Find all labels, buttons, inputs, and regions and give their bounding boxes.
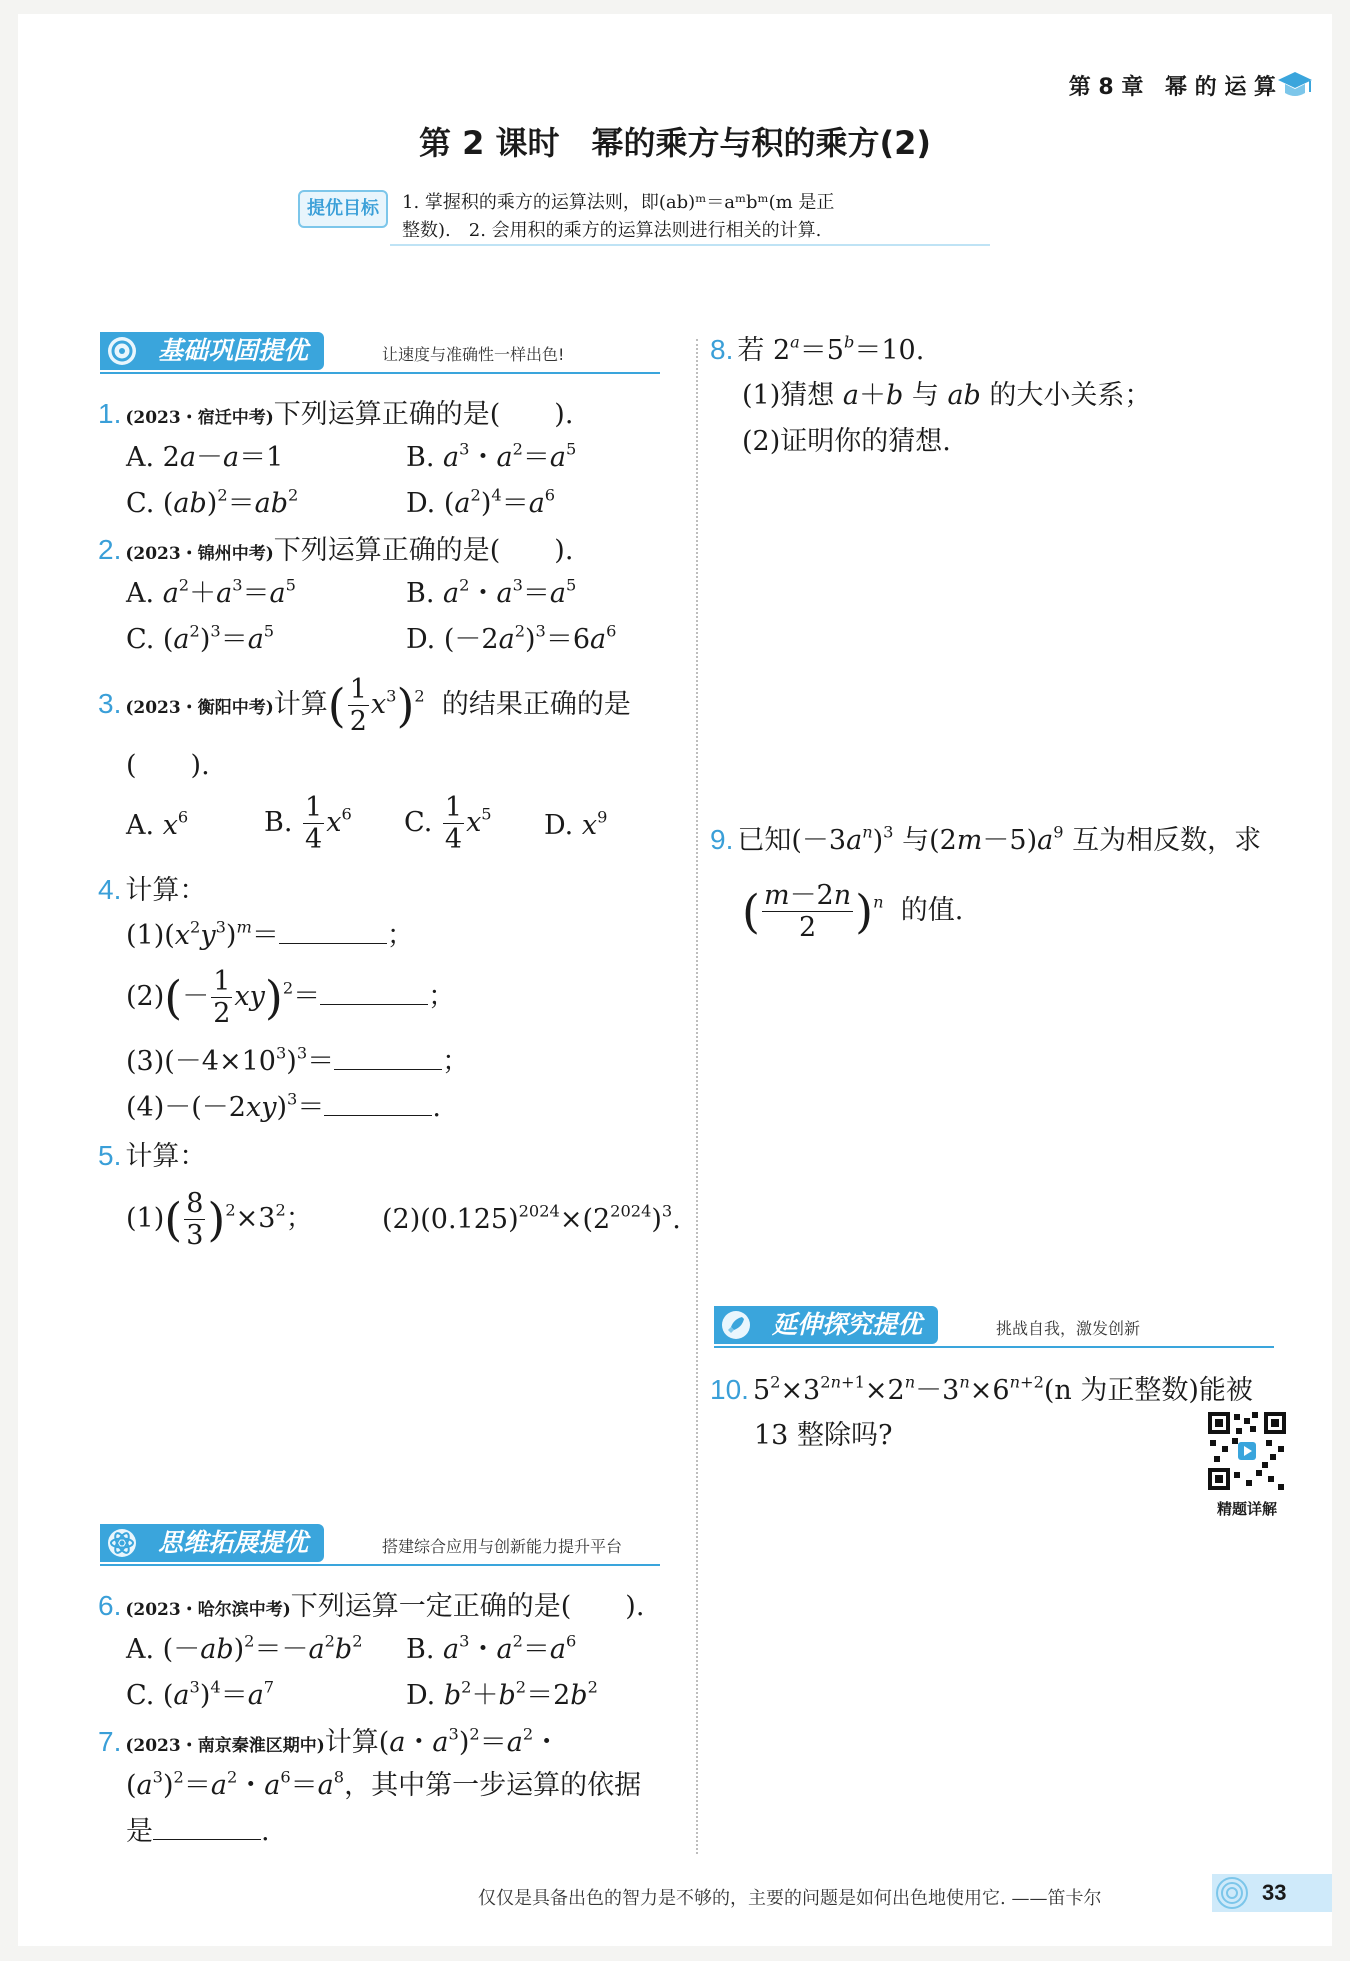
question-stem: 计算： (125, 875, 207, 906)
qr-label: 精题详解 (1216, 1500, 1277, 1518)
question-source: (2023・哈尔滨中考) (125, 1600, 291, 1620)
q4-part-1: $(1)(x^2y^3)^m=$ ； (126, 917, 414, 951)
q2-option-c: C. $(a^2)^3=a^5$ (126, 621, 275, 655)
question-number: 3. (98, 688, 122, 719)
question-number: 1. (98, 398, 122, 429)
section-thinking-subtitle: 搭建综合应用与创新能力提升平台 (382, 1537, 623, 1556)
page-number-tab (1212, 1874, 1332, 1912)
question-number: 2. (98, 534, 122, 565)
question-stem: 计算 (324, 1727, 379, 1758)
chapter-topic: 幂 的 运 算 (1165, 75, 1276, 100)
q3-option-b: B. $\frac{1}{4}$ $x^6$ (264, 792, 352, 855)
q3-option-d: D. $x^9$ (544, 807, 608, 841)
workbook-page (18, 14, 1332, 1946)
section-extend-header (714, 1304, 1274, 1350)
q3-paren: ( ). (126, 750, 210, 781)
q6-option-a: A. $(-ab)^2=-a^2b^2$ (126, 1631, 363, 1665)
q5-part-2: $(2)(0.125)^{2024}\times(2^{2024})^3$. (382, 1201, 681, 1235)
q4-part-2: (2)(－ $\frac{1}{2}$ xy)$^2$＝ ； (126, 966, 456, 1029)
question-stem: 下列运算正确的是( ). (273, 399, 574, 430)
question-source: (2023・南京秦淮区期中) (125, 1736, 325, 1756)
graduation-cap-icon (1276, 66, 1314, 104)
atom-icon (106, 1527, 138, 1559)
question-5 (98, 1138, 206, 1175)
question-8: 8. 若 $2^a=5^b=10$. (710, 332, 925, 366)
question-2 (98, 532, 573, 572)
q7-line-3: 是 . (126, 1816, 270, 1847)
question-number: 7. (98, 1726, 122, 1757)
question-1 (98, 396, 573, 436)
spiral-icon (1214, 1875, 1250, 1911)
q6-option-b: B. $a^3$・$a^2=a^6$ (406, 1631, 577, 1665)
question-source: (2023・衡阳中考) (125, 698, 274, 718)
column-divider (696, 339, 698, 1854)
chapter-header (1069, 70, 1276, 101)
goals-line-2: 整数). 2. 会用积的乘方的运算法则进行相关的计算. (402, 220, 822, 241)
q9-line-2: ( $\frac{m-2n}{2}$ )$^n$ 的值. (742, 880, 964, 943)
question-6 (98, 1588, 644, 1628)
question-stem: 下列运算一定正确的是( ). (290, 1591, 645, 1622)
question-stem: 下列运算正确的是( ). (273, 535, 574, 566)
section-basic-title: 基础巩固提优 (100, 332, 324, 370)
q8-part-2: (2)证明你的猜想. (742, 426, 951, 457)
question-number: 6. (98, 1590, 122, 1621)
q1-option-a: A. 2a－a＝1 (126, 442, 284, 473)
q1-option-c: C. $(ab)^2=ab^2$ (126, 485, 299, 519)
question-number: 10. (710, 1374, 749, 1405)
target-icon (106, 335, 138, 367)
qr-code[interactable] (1206, 1410, 1288, 1492)
q4-part-3: $(3)(-4\times 10^3)^3=$ ； (126, 1043, 470, 1077)
section-thinking-header (100, 1522, 660, 1568)
chapter-label: 第 8 章 (1068, 75, 1144, 100)
goals-line-1: 1. 掌握积的乘方的运算法则，即(ab)ᵐ＝aᵐbᵐ(m 是正 (402, 192, 835, 213)
q8-part-1: (1)猜想 a＋b 与 ab 的大小关系； (742, 380, 1152, 411)
q3-option-c: C. $\frac{1}{4}$ $x^5$ (404, 792, 492, 855)
question-10: 10. $5^2\times 3^{2n+1}\times 2^n-3^n\times 6^{n+2}(n$ 为正整数)能被 (710, 1372, 1253, 1406)
q7-line-2: $(a^3)^2=a^2$・$a^6=a^8$，其中第一步运算的依据 (126, 1767, 642, 1801)
question-stem: 计算： (125, 1141, 207, 1172)
question-number: 4. (98, 874, 122, 905)
question-source: (2023・锦州中考) (125, 544, 274, 564)
question-4 (98, 872, 206, 909)
q3-option-a: A. $x^6$ (126, 807, 189, 841)
section-basic-header (100, 330, 660, 376)
q1-option-b: B. $a^3$・$a^2=a^5$ (406, 439, 577, 473)
question-9: 9. 已知$(-3a^n)^3$ 与$(2m-5)a^9$ 互为相反数，求 (710, 822, 1262, 856)
q1-option-d: D. $(a^2)^4=a^6$ (406, 485, 556, 519)
section-thinking-title: 思维拓展提优 (100, 1524, 324, 1562)
goals-box (298, 182, 1028, 248)
page-number: 33 (1262, 1880, 1287, 1905)
section-extend-title: 延伸探究提优 (714, 1306, 938, 1344)
goals-label: 提优目标 (298, 190, 388, 228)
footer-quote: 仅仅是具备出色的智力是不够的，主要的问题是如何出色地使用它. ——笛卡尔 (478, 1888, 1102, 1909)
section-extend-subtitle: 挑战自我，激发创新 (996, 1319, 1141, 1338)
q2-option-d: D. $(-2a^2)^3=6a^6$ (406, 621, 617, 655)
question-source: (2023・宿迁中考) (125, 408, 274, 428)
question-7: 7. (2023・南京秦淮区期中)计算(a・$a^3)^2=a^2$・ (98, 1724, 561, 1758)
q5-part-1: (1)( $\frac{8}{3}$ )$^2\times 3^2$； (126, 1188, 313, 1251)
question-stem: 若 (737, 335, 765, 366)
q10-line-2: 13 整除吗? (754, 1420, 893, 1451)
q2-option-a: A. $a^2+a^3=a^5$ (126, 575, 296, 609)
question-3: 3. (2023・衡阳中考)计算( $\frac{1}{2}$ $x^3)^2$ 的结果正确的是 (98, 674, 631, 737)
question-stem: 已知 (737, 825, 792, 856)
q2-option-b: B. $a^2$・$a^3=a^5$ (406, 575, 577, 609)
section-basic-subtitle: 让速度与准确性一样出色! (382, 345, 565, 364)
q6-option-d: D. $b^2+b^2=2b^2$ (406, 1677, 598, 1711)
question-number: 5. (98, 1140, 122, 1171)
q4-part-4: $(4)-(-2xy)^3=$ . (126, 1089, 441, 1123)
lesson-title: 第 2 课时 幂的乘方与积的乘方(2) (418, 124, 932, 162)
question-stem: 计算 (273, 689, 328, 720)
question-number: 8. (710, 334, 734, 365)
question-number: 9. (710, 824, 734, 855)
q6-option-c: C. $(a^3)^4=a^7$ (126, 1677, 275, 1711)
rocket-icon (720, 1309, 752, 1341)
